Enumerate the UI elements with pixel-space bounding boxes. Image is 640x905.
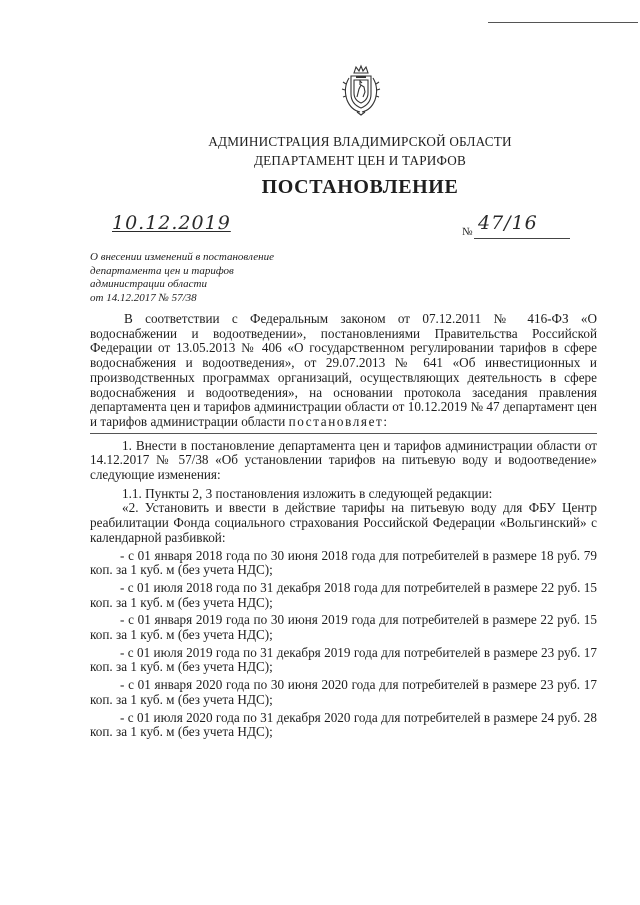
item-2: «2. Установить и ввести в действие тарифы на питьевую воду для ФБУ Центр реабилитации Фонда социального страхования Российской Федерации «Вольгинский» с календарной разбивкой: — [90, 500, 597, 545]
vladimir-oblast-coat-of-arms-icon — [340, 64, 382, 116]
tariff-item: - с 01 июля 2019 года по 31 декабря 2019 года для потребителей в размере 23 руб. 17 коп. за 1 куб. м (без учета НДС); — [90, 644, 597, 675]
handwritten-number: 47/16 — [478, 212, 538, 234]
divider — [90, 433, 597, 434]
subject-line: администрации области — [90, 278, 207, 290]
tariff-item: - с 01 января 2019 года по 30 июня 2019 года для потребителей в размере 22 руб. 15 коп. за 1 куб. м (без учета НДС); — [90, 612, 597, 643]
subject-line: от 14.12.2017 № 57/38 — [90, 291, 197, 304]
item-1-1: 1.1. Пункты 2, 3 постановления изложить в следующей редакции: — [122, 485, 493, 501]
preamble-paragraph — [90, 312, 597, 430]
number-sign: № — [462, 226, 473, 238]
subject-block — [90, 251, 274, 305]
number-underline — [474, 238, 570, 239]
top-rule — [488, 22, 638, 23]
tariff-item: - с 01 января 2018 года по 30 июня 2018 года для потребителей в размере 18 руб. 79 коп. за 1 куб. м (без учета НДС); — [90, 547, 597, 578]
tariff-item: - с 01 июля 2020 года по 31 декабря 2020 года для потребителей в размере 24 руб. 28 коп. за 1 куб. м (без учета НДС); — [90, 709, 597, 740]
document-title: ПОСТАНОВЛЕНИЕ — [261, 176, 459, 198]
decree-word: постановляет: — [288, 413, 389, 429]
tariff-item: - с 01 июля 2018 года по 31 декабря 2018 года для потребителей в размере 22 руб. 15 коп. за 1 куб. м (без учета НДС); — [90, 579, 597, 610]
organization-name: АДМИНИСТРАЦИЯ ВЛАДИМИРСКОЙ ОБЛАСТИ — [208, 134, 512, 149]
document-body — [90, 312, 597, 740]
tariff-item: - с 01 января 2020 года по 30 июня 2020 года для потребителей в размере 23 руб. 17 коп. за 1 куб. м (без учета НДС); — [90, 677, 597, 707]
item-1: 1. Внести в постановление департамента цен и тарифов администрации области от 14.12.2017 № 57/38 «Об установлении тарифов на питьевую воду и водоотведение» следующие изменения: — [90, 437, 597, 483]
organization-block — [0, 132, 640, 170]
subject-line: департамента цен и тарифов — [90, 264, 234, 277]
handwritten-date: 10.12.2019 — [112, 212, 231, 234]
department-name: ДЕПАРТАМЕНТ ЦЕН И ТАРИФОВ — [253, 153, 467, 168]
preamble-text: В соответствии с Федеральным законом от 07.12.2011 № 416-ФЗ «О водоснабжении и водоотведении», постановлениями Правительства Российской Федерации от 13.05.2013 № 406 «О государственном регулировании тарифов в сфере водоснабжения и водоотведения», от 29.07.2013 № 641 «Об инвестиционных и производственных программах организаций, осуществляющих деятельность в сфере водоснабжения и водоотведения», на основании протокола заседания правления департамента цен и тарифов администрации области от 10.12.2019 № 47 департамент цен и тарифов администрации области — [90, 311, 597, 429]
subject-line: О внесении изменений в постановление — [90, 251, 274, 263]
